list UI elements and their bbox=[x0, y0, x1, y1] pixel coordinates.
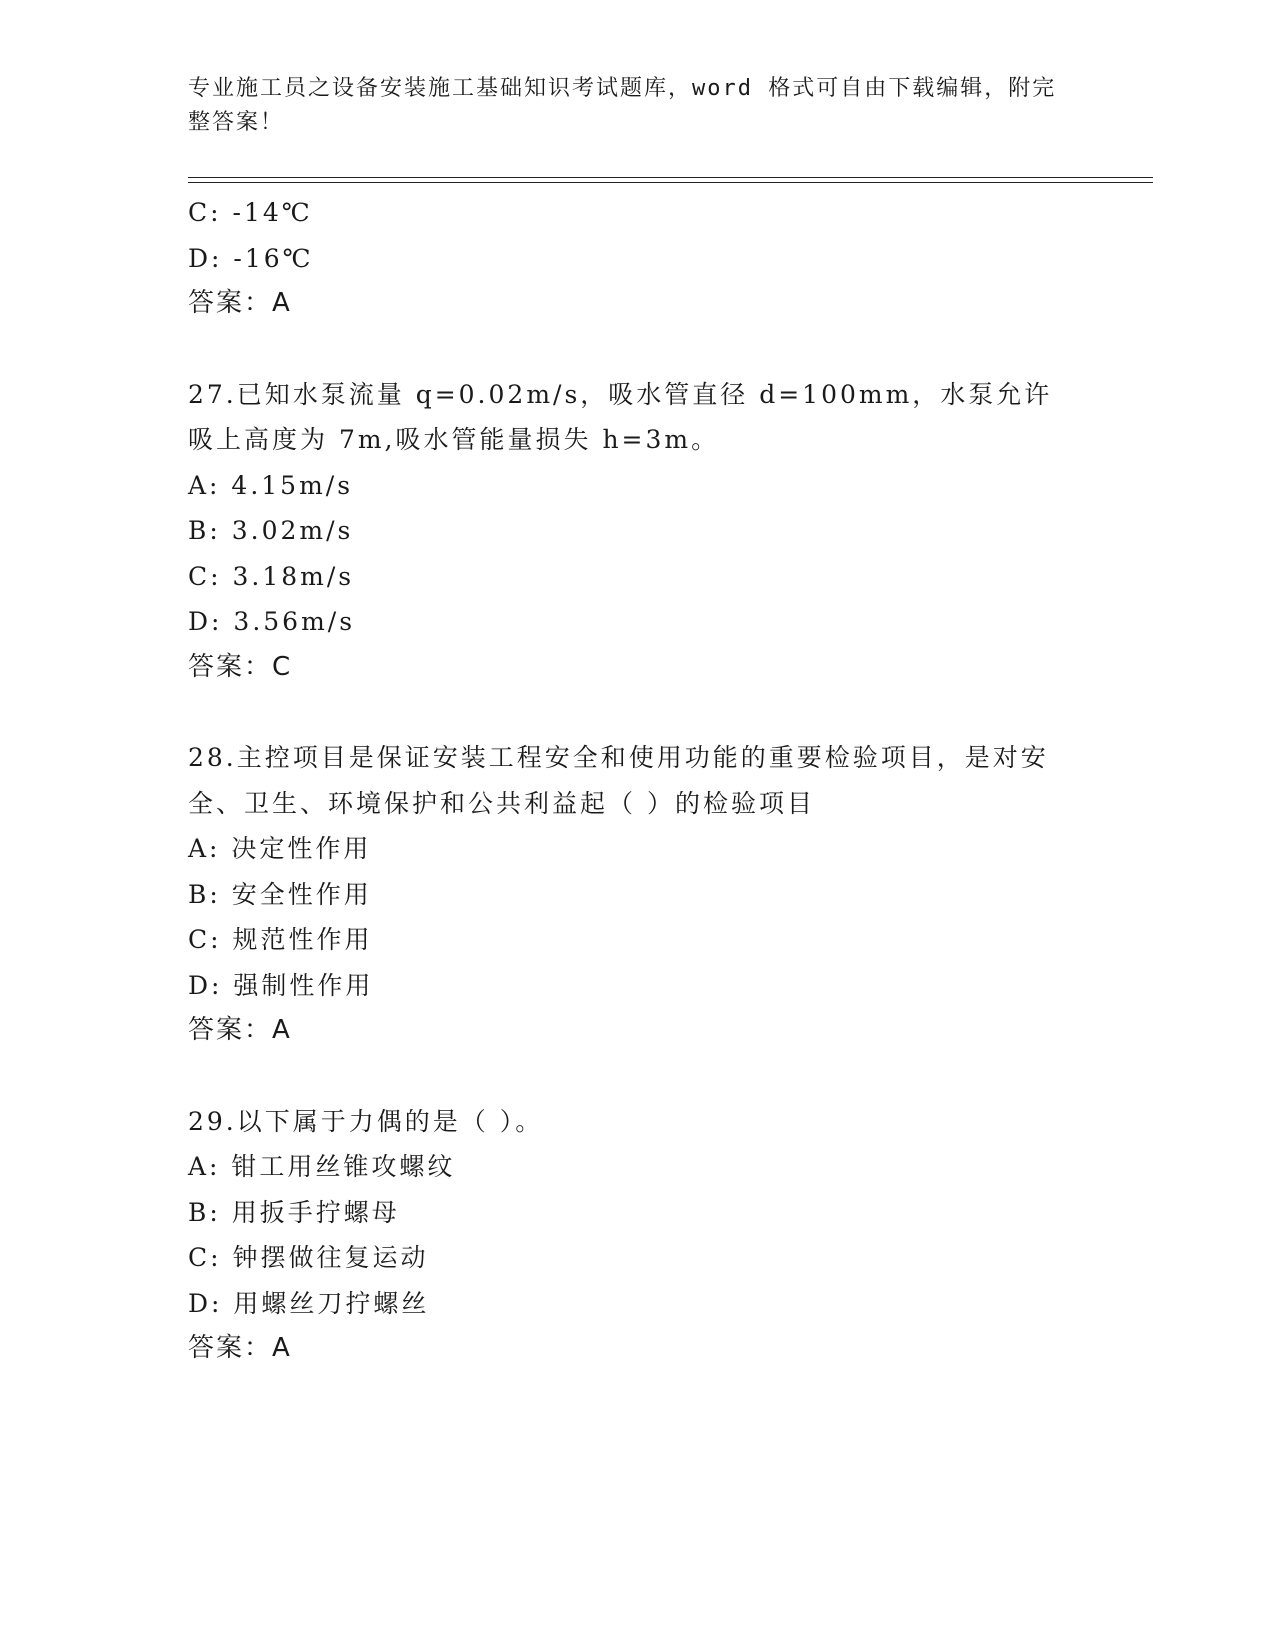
option-d: D: 用螺丝刀拧螺丝 bbox=[188, 1288, 430, 1318]
question-28 bbox=[188, 735, 1088, 1054]
option-b: B: 安全性作用 bbox=[188, 879, 372, 909]
question-27 bbox=[188, 372, 1088, 691]
answer: 答案：A bbox=[188, 288, 292, 318]
question-text: 29.以下属于力偶的是（ ）。 bbox=[188, 1106, 544, 1136]
option-c: C: -14℃ bbox=[188, 198, 313, 227]
answer: 答案：A bbox=[188, 1015, 292, 1045]
header-divider-bottom bbox=[188, 182, 1153, 183]
option-d: D: 强制性作用 bbox=[188, 970, 374, 1000]
question-text: 28.主控项目是保证安装工程安全和使用功能的重要检验项目，是对安全、卫生、环境保护和公共利益起（ ）的检验项目 bbox=[188, 743, 1049, 818]
answer: 答案：A bbox=[188, 1333, 292, 1363]
option-b: B: 3.02m/s bbox=[188, 516, 354, 545]
partial-question bbox=[188, 190, 1088, 327]
header-divider-top bbox=[188, 177, 1153, 178]
option-c: C: 钟摆做往复运动 bbox=[188, 1243, 429, 1272]
option-d: D: -16℃ bbox=[188, 243, 314, 273]
question-29 bbox=[188, 1099, 1088, 1372]
option-c: C: 规范性作用 bbox=[188, 925, 373, 954]
option-a: A: 钳工用丝锥攻螺纹 bbox=[188, 1152, 456, 1181]
option-d: D: 3.56m/s bbox=[188, 607, 356, 636]
option-b: B: 用扳手拧螺母 bbox=[188, 1197, 400, 1227]
answer: 答案：C bbox=[188, 651, 293, 682]
question-list bbox=[188, 190, 1088, 1372]
option-c: C: 3.18m/s bbox=[188, 561, 355, 591]
question-text: 27.已知水泵流量 q=0.02m/s，吸水管直径 d=100mm，水泵允许吸上高度为 7m,吸水管能量损失 h=3m。 bbox=[188, 379, 1053, 454]
option-a: A: 决定性作用 bbox=[188, 834, 372, 863]
option-a: A: 4.15m/s bbox=[188, 470, 354, 500]
document-header: 专业施工员之设备安装施工基础知识考试题库，word 格式可自由下载编辑，附完整答案！ bbox=[188, 76, 1057, 135]
